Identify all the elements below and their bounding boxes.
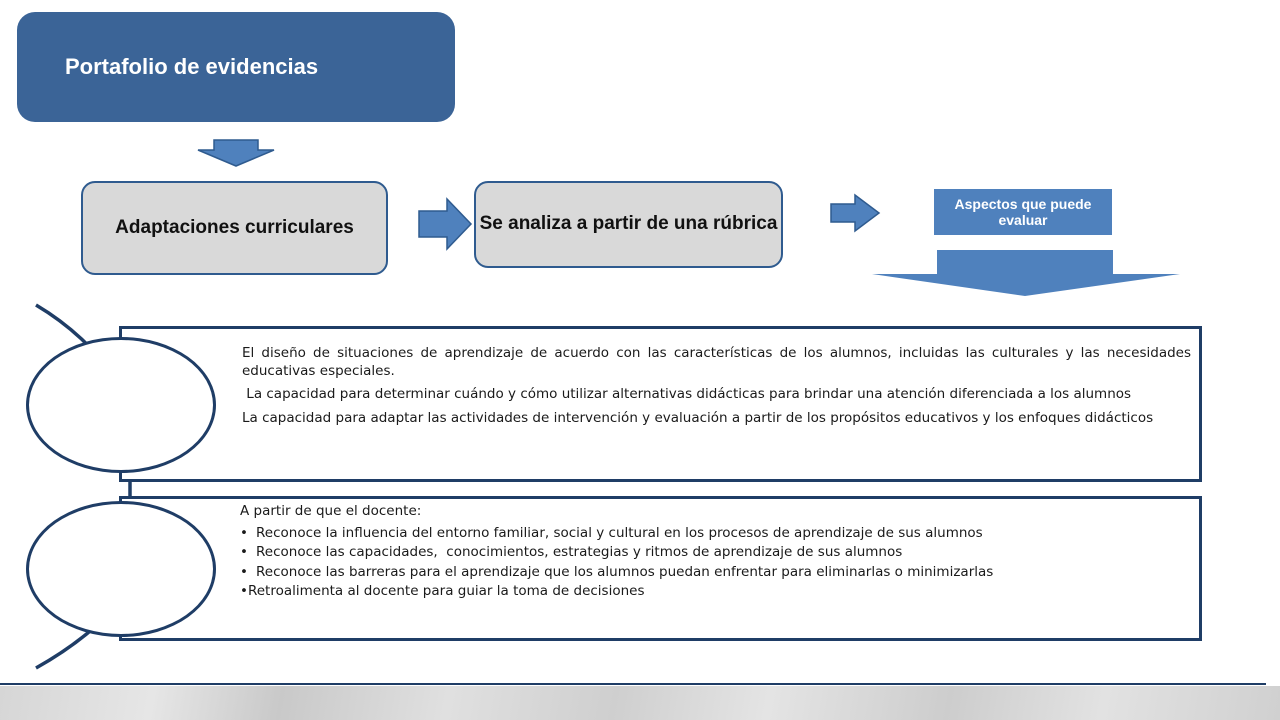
criteria-box	[119, 326, 1202, 482]
aspects-box	[934, 189, 1112, 235]
list-item	[240, 544, 1191, 562]
arrow-right-icon	[417, 196, 473, 252]
step-adaptaciones	[81, 181, 388, 275]
list-item	[240, 525, 1191, 543]
list-item-text: Reconoce las capacidades, conocimientos, estrategias y ritmos de aprendizaje de sus alumnos	[256, 544, 903, 561]
step-label: Se analiza a partir de una rúbrica	[479, 213, 778, 235]
arrow-down-icon	[196, 138, 276, 168]
list-item	[240, 564, 1191, 582]
criteria-paragraph: El diseño de situaciones de aprendizaje de acuerdo con las características de los alumnos, incluidas las culturales y las necesidades educativas especiales.	[242, 345, 1191, 379]
title-text: Portafolio de evidencias	[65, 54, 319, 79]
list-item-text: Reconoce las barreras para el aprendizaje que los alumnos puedan enfrentar para eliminarlas o minimizarlas	[256, 563, 994, 580]
last-line: •Retroalimenta al docente para guiar la toma de decisiones	[240, 583, 645, 600]
list-item-text: Reconoce la influencia del entorno familiar, social y cultural en los procesos de aprendizaje de sus alumnos	[256, 524, 983, 541]
footer-band	[0, 686, 1280, 720]
bullet-icon: •	[240, 563, 248, 580]
criteria-paragraph: La capacidad para determinar cuándo y cómo utilizar alternativas didácticas para brindar una atención diferenciada a los alumnos	[242, 386, 1132, 403]
circle-shape	[26, 337, 216, 473]
step-rubrica	[474, 181, 783, 268]
arrow-right-icon	[829, 193, 881, 233]
title-box	[17, 12, 455, 122]
big-arrow-down-icon	[870, 250, 1182, 298]
circle-shape	[26, 501, 216, 637]
indicators-box	[119, 496, 1202, 641]
criteria-paragraph: La capacidad para adaptar las actividades de intervención y evaluación a partir de los propósitos educativos y los enfoques didácticos	[242, 409, 1154, 426]
step-label: Adaptaciones curriculares	[115, 216, 354, 238]
bullet-icon: •	[240, 524, 248, 541]
bullet-icon: •	[240, 544, 248, 561]
indicators-lead: A partir de que el docente:	[240, 503, 422, 519]
footer-line	[0, 683, 1266, 685]
aspects-label: Aspectos que puede evaluar	[954, 195, 1092, 228]
